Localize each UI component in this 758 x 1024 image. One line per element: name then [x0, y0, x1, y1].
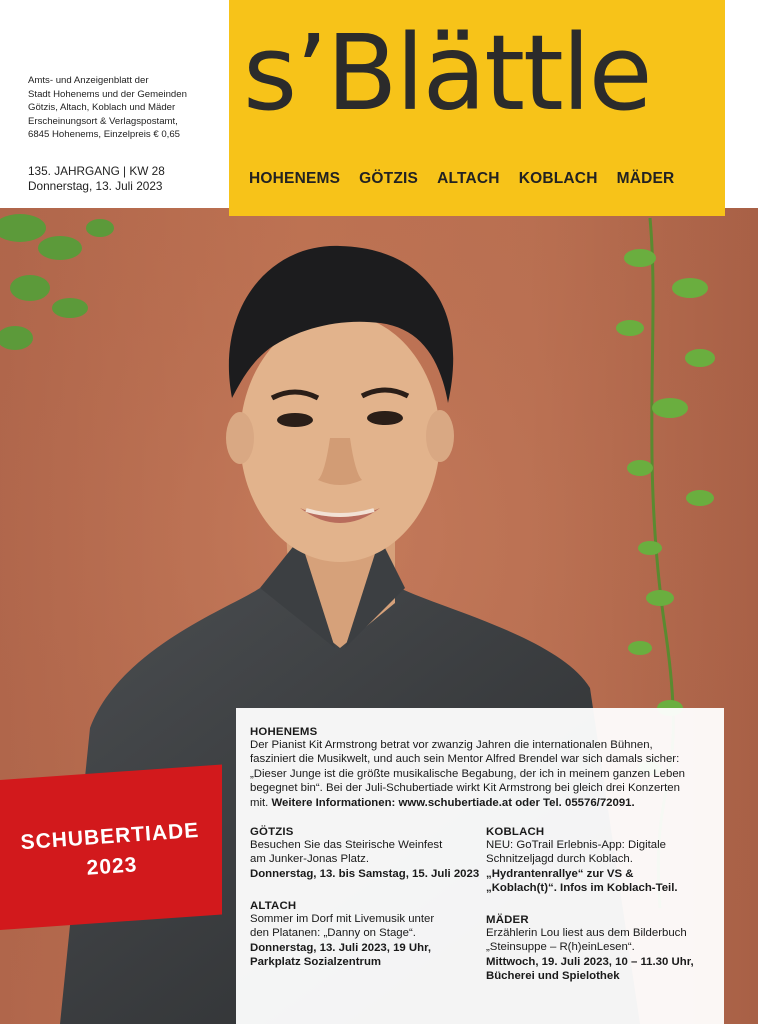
news-text — [486, 926, 716, 984]
text-line: Der Pianist Kit Armstrong betrat vor zwanzig Jahren die internationalen Bühnen, — [250, 739, 653, 751]
community-maeder: MÄDER — [616, 170, 675, 187]
section-heading: HOHENEMS — [250, 726, 318, 738]
publisher-line: Götzis, Altach, Koblach und Mäder — [28, 102, 176, 114]
community-koblach: KOBLACH — [518, 170, 598, 187]
publisher-line: Amts- und Anzeigenblatt der — [28, 75, 149, 86]
masthead — [229, 0, 725, 216]
news-text — [250, 838, 480, 881]
text-line: NEU: GoTrail Erlebnis-App: Digitale — [486, 839, 666, 851]
section-heading: ALTACH — [250, 900, 297, 912]
text-line — [250, 796, 720, 810]
publisher-line: Stadt Hohenems und der Gemeinden — [28, 88, 187, 100]
issue-info — [28, 164, 228, 194]
news-text — [250, 738, 720, 810]
publisher-line: 6845 Hohenems, Einzelpreis € 0,65 — [28, 129, 180, 141]
text-line: Sommer im Dorf mit Livemusik unter — [250, 913, 435, 925]
news-box — [236, 708, 724, 1024]
text-line-bold: „Hydrantenrallye“ zur VS & — [486, 867, 634, 880]
text-line: Besuchen Sie das Steirische Weinfest — [250, 839, 443, 851]
event-date: Mittwoch, 19. Juli 2023, 10 – 11.30 Uhr, — [486, 955, 694, 968]
event-location: Parkplatz Sozialzentrum — [250, 956, 382, 969]
issue-date: Donnerstag, 13. Juli 2023 — [28, 179, 163, 193]
news-text — [250, 912, 480, 970]
community-hohenems: HOHENEMS — [249, 170, 341, 187]
text-line: „Dieser Junge ist die größte musikalische Begabung, der ich in meinem ganzen Leben — [250, 767, 685, 780]
community-list — [249, 170, 674, 188]
news-text — [486, 838, 716, 896]
section-heading: MÄDER — [486, 914, 529, 926]
event-date: Donnerstag, 13. bis Samstag, 15. Juli 2023 — [250, 867, 480, 880]
contact-info: Weitere Informationen: www.schubertiade.at oder Tel. 05576/72091. — [271, 796, 635, 809]
community-altach: ALTACH — [437, 170, 500, 187]
community-goetzis: GÖTZIS — [359, 170, 419, 187]
publisher-info — [28, 74, 228, 142]
text-line: am Junker-Jonas Platz. — [250, 853, 370, 866]
issue-volume: 135. JAHRGANG | KW 28 — [28, 164, 165, 178]
banner-year: 2023 — [85, 853, 139, 880]
text-line-bold: „Koblach(t)“. Infos im Koblach-Teil. — [486, 882, 678, 895]
text-line: begegnet bin“. Bei der Juli-Schubertiade wirkt Kit Armstrong bei gleich drei Konzerten — [250, 782, 680, 795]
news-goetzis — [250, 826, 480, 881]
news-maeder — [486, 914, 716, 984]
text-line: Schnitzeljagd durch Koblach. — [486, 853, 633, 866]
text-line: „Steinsuppe – R(h)einLesen“. — [486, 941, 635, 954]
section-heading: KOBLACH — [486, 826, 545, 838]
text-line: fasziniert die Musikwelt, und auch sein Mentor Alfred Brendel war sich damals sicher: — [250, 753, 680, 766]
text-plain: mit. — [250, 796, 272, 809]
text-line: den Platanen: „Danny on Stage“. — [250, 927, 416, 940]
news-altach — [250, 900, 480, 970]
event-location: Bücherei und Spielothek — [486, 970, 620, 983]
news-hohenems — [250, 726, 720, 810]
publisher-line: Erscheinungsort & Verlagspostamt, — [28, 115, 178, 127]
banner-title: SCHUBERTIADE — [19, 818, 200, 855]
section-heading: GÖTZIS — [250, 826, 294, 838]
text-line: Erzählerin Lou liest aus dem Bilderbuch — [486, 927, 687, 939]
event-date: Donnerstag, 13. Juli 2023, 19 Uhr, — [250, 941, 432, 954]
masthead-logo: s’Blättle — [243, 12, 651, 134]
news-koblach — [486, 826, 716, 896]
